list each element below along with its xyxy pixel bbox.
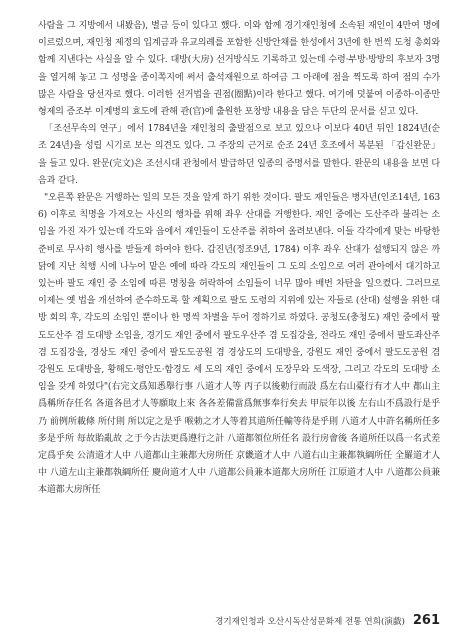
body-text <box>38 18 440 500</box>
page-footer <box>215 613 440 628</box>
wanmun-quote: "오른쪽 완문은 거행하는 일의 모든 것을 알게 하기 위한 것이다. 팔도 재인들은 병자년(인조14년, 1636) 이후로 칙명을 가져오는 사신의 행차를 위해 좌우 산대를 거행한다. 재인 중에는 도산주라 불리는 소임을 가진 자가 있는데 각도와 읍에서 재인들이 도산주를 취하여 올려보낸다. 이들 각각에게 맞는 바탕한 준비로 무사히 행사를 받들게 하여야 한다. 갑진년(정조9년, 1784) 이후 좌우 산대가 설행되지 않은 까닭에 지난 칙행 시에 나누어 맡은 예에 따라 각도의 재인들이 그 도의 소임으로 여러 관아에서 대기하고 있는바 팔도 재인 중 소임에 따른 명칭을 허락하여 소임들이 너무 많아 배번 차탄을 일으켰다. 그러므로 이제는 옛 법을 개선하여 준수하도록 할 계획으로 팔도 도령의 지위에 있는 자들로 (산대) 설행을 위한 대방 회의 후, 각도의 소임인 뿐이나 한 명씩 차별을 두어 정하기로 하였다. 공청도(충청도) 재인 중에서 팔도도산주 겸 도대방 소임을, 경기도 재인 중에서 팔도우산주 겸 도집강을, 전라도 재인 중에서 팔도좌산주 겸 도집강을, 경상도 재인 중에서 팔도도공원 겸 경상도의 도대방을, 강원도 재인 중에서 팔도도공원 겸 강원도 도대방을, 황해도·평안도·함경도 세 도의 재인 중에서 도장무와 도색장, 그리고 각도의 도대방 소임을 갖게 하였다"(右完文爲知悉舉行事 八道才人等 丙子以後勅行而設 爲左右山臺行有才人中 都山主爲稱所存任名 各道各邑才人等願取上來 各各差備當爲無事奉行矣去 甲辰年以後 左右山不爲設行是乎乃 前例所載條 所付則 所以定之是乎 喉勅之才人等着其道所任輸等待是乎則 八道才人中許名稱所任多多是乎所 每故貽亂故 之于今古法更爲遵行之計 八道都領位所任名 設行房會後 各道所任以爲一名式差定爲乎矣 公清道才人中 八道都山主兼都大房所任 京畿道才人中 八道右山主兼都執綱所任 全羅道才人中 八道左山主兼都執綱所任 慶尙道才人中 八道都公員兼本道都大房所任 江原道才人中 八道都公員兼本道都大房所任 <box>38 193 440 496</box>
paragraph-2: 「조선무속의 연구」에서 1784년을 재인청의 출발점으로 보고 있으나 이보다 40년 뒤인 1824년(순조 24년)을 성립 시기로 보는 의견도 있다. 그 주장의 근거로 순조 24년 호조에서 복분된 「갑신완문」을 들고 있다. 완문(完文)은 조선시대 관청에서 발급하던 일종의 증명서를 말한다. 완문의 내용을 보면 다음과 같다. <box>38 124 440 186</box>
page-number: 261 <box>412 613 440 628</box>
paragraph-1: 사람을 그 지방에서 내봤음), 별금 등이 있다고 했다. 이와 함께 경기재인청에 소속된 재인이 4만여 명에 이르렀으며, 재인청 제정의 입계금과 유교의례를 포함한 신방안채를 한성에서 3년에 한 번씩 도청 총회와 함께 지낸다는 사실을 알 수 있다. 대방(大房) 선거방식도 기록하고 있는데 수령·부방·방방의 후보자 3명을 열거해 놓고 그 성명을 종이쪽지에 써서 출석재원으로 하여금 그 아래에 점을 찍도록 하여 점의 수가 많은 사람을 당선자로 했다. 이러한 선거법을 권점(圈點)이라 한다고 했다. 여기에 덧붙여 이종하·이종만 형제의 증조부 이계병의 효도에 관해 관(官)에 출원한 포창방 내용을 담은 두단의 문서를 싣고 있다. <box>38 21 440 118</box>
running-title: 경기재인청과 오산시독산성문화제 전통 연희(演戱) <box>215 617 405 627</box>
